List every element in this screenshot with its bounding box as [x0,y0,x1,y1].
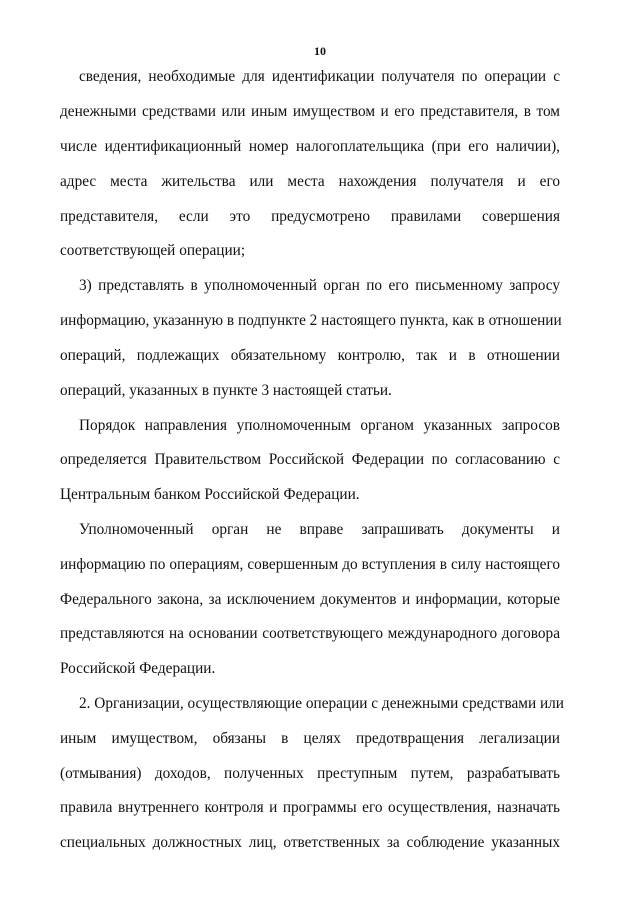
text-line: Федерального закона, за исключением документов и информации, которые [60,591,560,608]
text-line: числе идентификационный номер налогоплательщика (при его наличии), [60,138,560,155]
text-line: (отмывания) доходов, полученных преступным путем, разрабатывать [60,765,560,782]
page-number: 10 [314,44,326,58]
text-line: Порядок направления уполномоченным органом указанных запросов [79,417,560,434]
text-line: определяется Правительством Российской Федерации по согласованию с [60,451,560,468]
text-line: Российской Федерации. [60,660,216,677]
text-line: операций, указанных в пункте 3 настоящей статьи. [60,382,392,399]
text-line: информацию, указанную в подпункте 2 настоящего пункта, как в отношении [60,312,562,329]
text-line: адрес места жительства или места нахождения получателя и его [60,173,560,190]
text-line: представителя, если это предусмотрено правилами совершения [60,208,560,225]
text-line: Центральным банком Российской Федерации. [60,486,360,503]
text-line: специальных должностных лиц, ответственных за соблюдение указанных [60,834,560,851]
text-line: сведения, необходимые для идентификации получателя по операции с [79,68,560,85]
text-line: информацию по операциям, совершенным до вступления в силу настоящего [60,556,560,573]
text-line: соответствующей операции; [60,242,246,259]
text-line: 3) представлять в уполномоченный орган по его письменному запросу [79,277,560,294]
text-line: правила внутреннего контроля и программы его осуществления, назначать [60,799,560,816]
text-line: иным имуществом, обязаны в целях предотвращения легализации [60,730,560,747]
text-line: 2. Организации, осуществляющие операции с денежными средствами или [79,695,564,712]
text-line: операций, подлежащих обязательному контролю, так и в отношении [60,347,560,364]
text-line: Уполномоченный орган не вправе запрашивать документы и [79,521,560,538]
text-line: денежными средствами или иным имуществом и его представителя, в том [60,103,560,120]
text-line: представляются на основании соответствующего международного договора [60,625,560,642]
